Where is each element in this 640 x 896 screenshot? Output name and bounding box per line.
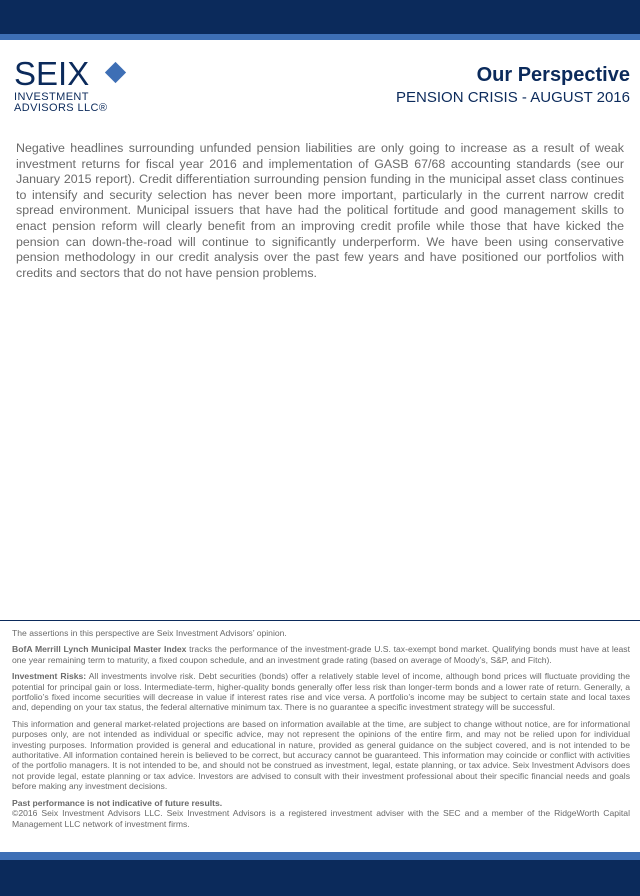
past-performance-label: Past performance is not indicative of future results.	[12, 797, 223, 808]
disclosures	[12, 628, 630, 835]
index-label: BofA Merrill Lynch Municipal Master Index	[12, 644, 187, 655]
investment-risks	[12, 671, 630, 713]
seix-logo	[14, 55, 108, 114]
past-performance-note	[12, 798, 630, 808]
document-header	[396, 64, 630, 108]
assertion-note: The assertions in this perspective are Seix Investment Advisors’ opinion.	[12, 628, 287, 638]
index-text: tracks the performance of the investment-grade U.S. tax-exempt bond market. Qualifying bonds must have at least one year remaining term to maturity, a fixed coupon schedule, and an investment grade rating (based on average of Moody’s, S&P, and Fitch).	[12, 644, 630, 665]
bottom-banner	[0, 860, 640, 896]
page-subtitle: PENSION CRISIS - AUGUST 2016	[396, 89, 630, 106]
page-title: Our Perspective	[476, 64, 630, 86]
risks-text: All investments involve risk. Debt securities (bonds) offer a relatively stable level of income, although bond prices will fluctuate providing the potential for principal gain or loss. Intermediate-term, higher-quality bonds generally offer less risk than longer-term bonds and a lower rate of return. Generally, a portfolio’s fixed income securities will decrease in value if interest rates rise and vice versa. A portfolio’s income may be subject to certain state and local taxes and, depending on your tax status, the federal alternative minimum tax. There is no guarantee a specific investment strategy will be successful.	[12, 671, 630, 713]
top-accent-stripe	[0, 34, 640, 40]
index-definition	[12, 644, 630, 665]
logo-line-1: INVESTMENT	[14, 91, 89, 103]
body-paragraph: Negative headlines surrounding unfunded pension liabilities are only going to increase as a result of weak investment returns for fiscal year 2016 and implementation of GASB 67/68 accounting standards (see our January 2015 report). Credit differentiation surrounding pension funding in the municipal asset class continues to intensify and security selection has never been more important, particularly in the current narrow credit spread environment. Municipal issuers that have had the political fortitude and good management skills to enact pension reform will clearly benefit from an improving credit profile while those that have kicked the pension can down-the-road will continue to significantly underperform. We have been using conservative pension methodology in our credit analysis over the past few years and have positioned our portfolios with credits and sectors that do not have pension problems.	[16, 141, 624, 280]
copyright-note: ©2016 Seix Investment Advisors LLC. Seix Investment Advisors is a registered investment adviser with the SEC and a member of the RidgeWorth Capital Management LLC network of investment firms.	[12, 808, 630, 829]
diamond-icon	[105, 62, 126, 83]
logo-wordmark: SEIX	[14, 55, 90, 92]
top-banner	[0, 0, 640, 34]
footer-divider	[0, 620, 640, 621]
logo-line-2: ADVISORS LLC®	[14, 102, 108, 114]
risks-label: Investment Risks:	[12, 671, 87, 682]
information-disclaimer: This information and general market-related projections are based on information available at the time, are subject to change without notice, are for informational purposes only, are not intended as individual or specific advice, may not represent the opinions of the entire firm, and may not be relied upon for individual investing purposes. Information provided is general and educational in nature, provided as general guidance on the subject covered, and is not intended to be authoritative. All information contained herein is believed to be correct, but accuracy cannot be guaranteed. This information may coincide or conflict with activities of the portfolio managers. It is not intended to be, and should not be construed as investment, legal, estate planning, or tax advice. Seix Investment Advisors does not provide legal, estate planning or tax advice. Investors are advised to consult with their investment professional about their specific financial needs and goals before making any investment decisions.	[12, 718, 630, 792]
bottom-accent-stripe	[0, 852, 640, 860]
